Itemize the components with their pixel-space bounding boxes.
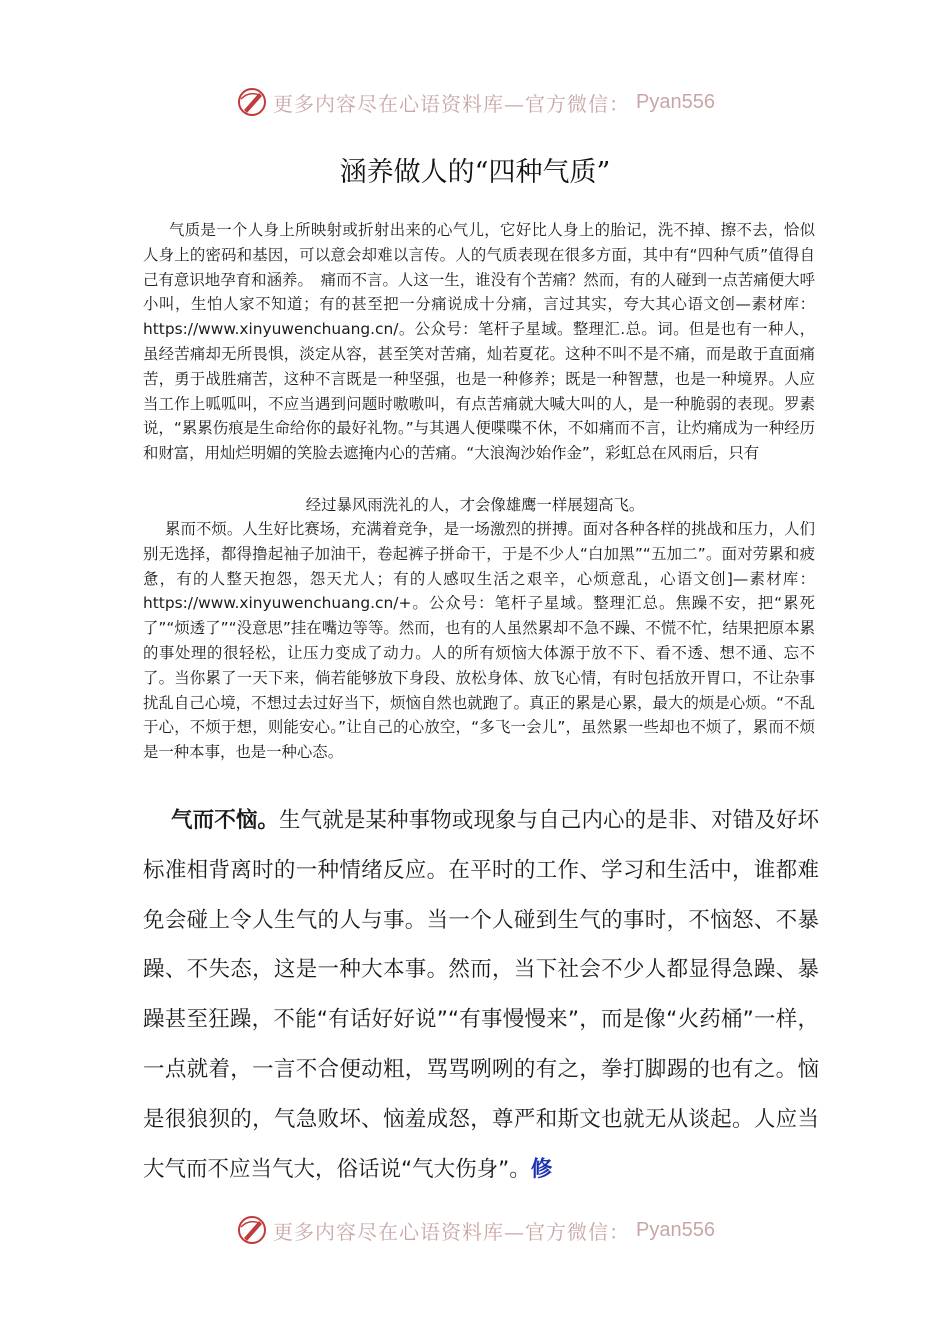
- banner-text: 更多内容尽在心语资料库—官方微信：: [273, 1219, 631, 1244]
- paragraph-3-body: 生气就是某种事物或现象与自己内心的是非、对错及好坏标准相背离时的一种情绪反应。在平时的工作、学习和生活中，谁都难免会碰上令人生气的人与事。当一个人碰到生气的事时，不恼怒、不暴躁、不失态，这是一种大本事。然而，当下社会不少人都显得急躁、暴躁甚至狂躁，不能“有话好好说”“有事慢慢来”，而是像“火药桶”一样，一点就着，一言不合便动粗，骂骂咧咧的有之，拳打脚踢的也有之。恼是很狼狈的，气急败坏、恼羞成怒，尊严和斯文也就无从谈起。人应当大气而不应当气大，俗话说“气大伤身”。: [143, 808, 819, 1182]
- footer-banner: [0, 1210, 950, 1250]
- paragraph-2: 累而不烦。人生好比赛场，充满着竞争，是一场激烈的拼搏。面对各种各样的挑战和压力，人们别无选择，都得撸起袖子加油干，卷起裤子拼命干，于是不少人“白加黑”“五加二”。面对劳累和疲惫，有的人整天抱怨，怨天尤人；有的人感叹生活之艰辛，心烦意乱，心语文创]—素材库：https://www.xinyuwenchuang.cn/+。公众号：笔杆子星域。整理汇总。焦躁不安，把“累死了”“烦透了”“没意思”挂在嘴边等等。然而，也有的人虽然累却不急不躁、不慌不忙，结果把原本累的事处理的很轻松，让压力变成了动力。人的所有烦恼大体源于放不下、看不透、想不通、忘不了。当你累了一天下来，倘若能够放下身段、放松身体、放飞心情，有时包括放开胃口，不让杂事扰乱自己心境，不想过去过好当下，烦恼自然也就跑了。真正的累是心累，最大的烦是心烦。“不乱于心，不烦于想，则能安心。”让自己的心放空，“多飞一会儿”，虽然累一些却也不烦了，累而不烦是一种本事，也是一种心态。: [143, 520, 815, 762]
- banner-wechat-id: Pyan556: [636, 1218, 715, 1241]
- brush-logo-icon: [235, 85, 269, 119]
- paragraph-1-last-line: 经过暴风雨洗礼的人，才会像雄鹰一样展翅高飞。: [305, 496, 645, 514]
- paragraph-1: 气质是一个人身上所映射或折射出来的心气儿，它好比人身上的胎记，洗不掉、擦不去，恰似人身上的密码和基因，可以意会却难以言传。人的气质表现在很多方面，其中有“四种气质”值得自己有意识地孕育和涵养。 痛而不言。人这一生，谁没有个苦痛？然而，有的人碰到一点苦痛便大呼小叫，生怕人家不知道；有的甚至把一分痛说成十分痛，言过其实，夸大其心语文创—素材库：https://www.xinyuwenchuang.cn/。公众号：笔杆子星域。整理汇.总。词。但是也有一种人，虽经苦痛却无所畏惧，淡定从容，甚至笑对苦痛，灿若夏花。这种不叫不是不痛，而是敢于直面痛苦，勇于战胜痛苦，这种不言既是一种坚强，也是一种修养；既是一种智慧，也是一种境界。人应当工作上呱呱叫，不应当遇到问题时嗷嗷叫，有点苦痛就大喊大叫的人，是一种脆弱的表现。罗素说，“累累伤痕是生命给你的最好礼物。”与其遇人便喋喋不休，不如痛而不言，让灼痛成为一种经历和财富，用灿烂明媚的笑脸去遮掩内心的苦痛。“大浪淘沙始作金”，彩虹总在风雨后，只有: [143, 221, 815, 463]
- paragraph-3: [143, 796, 819, 1194]
- paragraph-3-tail: 修: [530, 1156, 553, 1182]
- brush-logo-icon: [235, 1213, 269, 1247]
- banner-text: 更多内容尽在心语资料库—官方微信：: [273, 91, 631, 116]
- paragraph-3-lead: 气而不恼。: [171, 808, 280, 833]
- header-banner: [0, 82, 950, 122]
- banner-wechat-id: Pyan556: [636, 90, 715, 113]
- page-title: 涵养做人的“四种气质”: [339, 157, 611, 188]
